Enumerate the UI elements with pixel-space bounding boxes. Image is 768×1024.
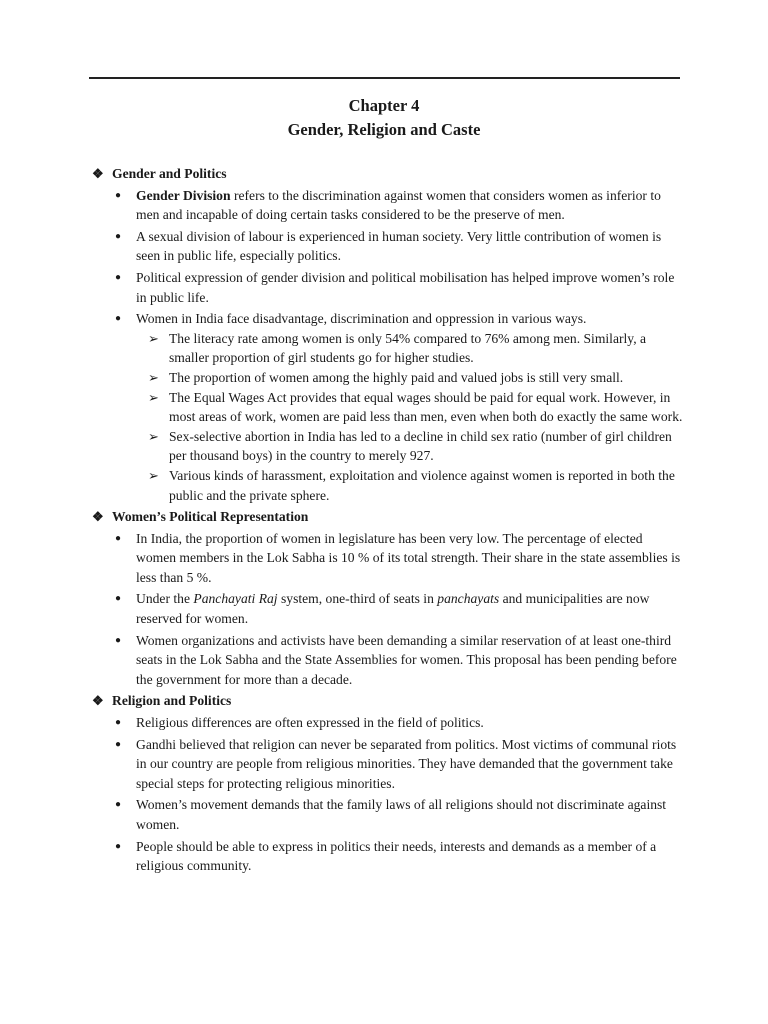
bullet-item [115,837,684,876]
bullet-item [115,631,684,690]
section-heading [92,691,684,711]
document-body [92,164,684,878]
bullet-text: Religious differences are often expressed in the field of politics. [136,715,484,731]
bullet-text: A sexual division of labour is experienced in human society. Very little contribution of women is seen in public life, especially politics. [136,228,662,264]
section-heading-text: Women’s Political Representation [112,509,309,525]
bullet-text: Women in India face disadvantage, discrimination and oppression in various ways. [136,311,587,327]
sub-bullet-item: ➢ The Equal Wages Act provides that equal wages should be paid for equal work. However, in most areas of work, women are paid less than men, even when both do exactly the same work. [148,388,684,427]
section-heading [92,164,684,184]
bullet-text: Gandhi believed that religion can never be separated from politics. Most victims of communal riots in our country are people from religious minorities. They have demanded that the government take special steps for protecting religious minorities. [136,736,677,791]
section-heading [92,507,684,527]
sub-bullet-list [136,329,684,505]
bullet-text: Women’s movement demands that the family laws of all religions should not discriminate against women. [136,797,667,832]
bullet-list [92,713,684,876]
sub-bullet-item: ➢ The proportion of women among the highly paid and valued jobs is still very small. [148,368,684,388]
bullet-item [115,227,684,266]
sub-bullet-item: ➢ The literacy rate among women is only 54% compared to 76% among men. Similarly, a smaller proportion of girl students go for higher studies. [148,329,684,368]
bullet-list [92,186,684,506]
bullet-lead-term: Gender Division [136,187,231,203]
chapter-title: Gender, Religion and Caste [287,120,481,139]
bullet-text: Women organizations and activists have been demanding a similar reservation of at least one-third seats in the Lok Sabha and the State Assemblies for women. This proposal has been pending before the government for more than a decade. [136,632,677,687]
diamond-bullet-icon: ❖ [92,509,104,525]
bullet-text: and municipalities are now reserved for women. [136,591,650,627]
bullet-text: refers to the discrimination against women that considers women as inferior to men and incapable of doing certain tasks considered to be the preserve of men. [136,187,661,223]
bullet-item [115,186,684,225]
bullet-text: In India, the proportion of women in legislature has been very low. The percentage of elected women members in the Lok Sabha is 10 % of its total strength. Their share in the state assemblies is less than 5 %. [136,530,681,585]
bullet-item [115,268,684,307]
sub-bullet-item: ➢ Sex-selective abortion in India has led to a decline in child sex ratio (number of girl children per thousand boys) in the country to merely 927. [148,427,684,466]
bullet-text: People should be able to express in politics their needs, interests and demands as a member of a religious community. [136,838,657,874]
diamond-bullet-icon: ❖ [92,166,104,181]
section-heading-text: Gender and Politics [112,166,227,181]
bullet-item [115,589,684,628]
bullet-italic-term: Panchayati Raj [193,591,278,607]
bullet-item [115,795,684,834]
sub-bullet-item: ➢ Various kinds of harassment, exploitation and violence against women is reported in both the public and the private sphere. [148,466,684,505]
top-rule [89,77,680,79]
bullet-item [115,713,684,733]
bullet-italic-term: panchayats [437,591,500,607]
bullet-text: Political expression of gender division and political mobilisation has helped improve women’s role in public life. [136,269,675,305]
bullet-item [115,529,684,588]
bullet-text: system, one-third of seats in [277,591,438,607]
bullet-list [92,529,684,690]
bullet-item [115,309,684,505]
bullet-item [115,735,684,794]
section-heading-text: Religion and Politics [112,693,232,709]
bullet-text: Under the [136,591,194,607]
diamond-bullet-icon: ❖ [92,693,104,709]
chapter-number: Chapter 4 [348,96,420,115]
